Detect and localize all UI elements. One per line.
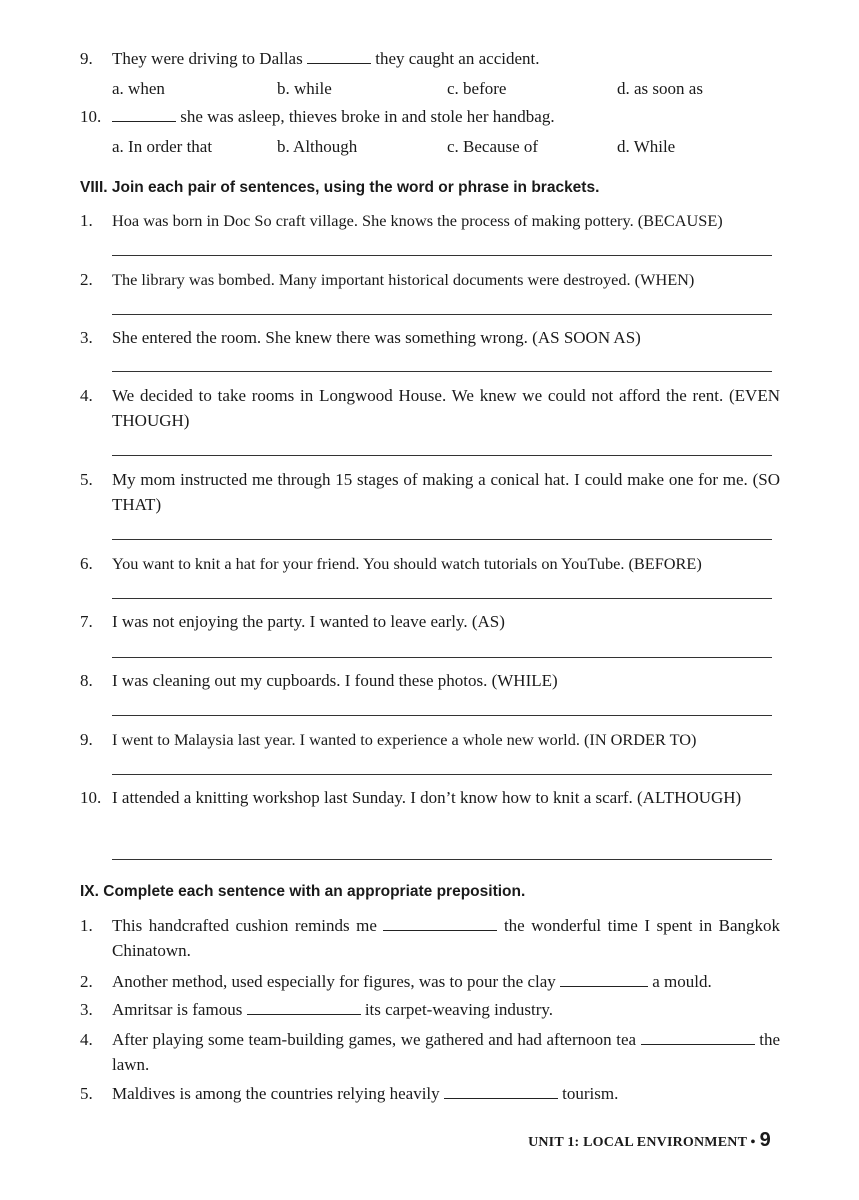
answer-blank[interactable] — [247, 998, 361, 1015]
question-text: She entered the room. She knew there was something wrong. (AS SOON AS) — [112, 328, 641, 347]
question-number: 9. — [80, 49, 93, 68]
question-number: 9. — [80, 730, 93, 749]
option-c[interactable]: c. Because of — [447, 137, 539, 156]
question-text-before: After playing some team-building games, we gathered and had afternoon tea — [112, 1030, 637, 1049]
answer-line[interactable] — [112, 715, 772, 716]
answer-line[interactable] — [112, 314, 772, 315]
prep-question-5 — [80, 1081, 780, 1106]
question-number: 10. — [80, 107, 102, 126]
answer-line[interactable] — [112, 455, 772, 456]
join-question-1 — [80, 208, 780, 233]
unit-title: UNIT 1: LOCAL ENVIRONMENT • — [528, 1135, 756, 1150]
prep-question-1 — [80, 913, 780, 963]
mc-options-9 — [112, 76, 752, 101]
answer-blank[interactable] — [641, 1028, 755, 1045]
page-number: 9 — [759, 1129, 771, 1151]
option-a[interactable]: a. In order that — [112, 137, 213, 156]
page-footer — [528, 1129, 771, 1152]
section-heading-viii: VIII. Join each pair of sentences, using the word or phrase in brackets. — [80, 179, 600, 196]
prep-question-2 — [80, 969, 780, 994]
join-question-5 — [80, 467, 780, 517]
question-text-after: the lawn. — [112, 1030, 781, 1074]
option-b[interactable]: b. Although — [277, 137, 358, 156]
question-text: My mom instructed me through 15 stages of making a conical hat. I could make one for me. (SO THAT) — [112, 470, 780, 514]
question-text-before: Maldives is among the countries relying heavily — [112, 1084, 440, 1103]
question-text-after: tourism. — [562, 1084, 619, 1103]
question-number: 3. — [80, 328, 93, 347]
question-text-before: This handcrafted cushion reminds me — [112, 916, 377, 935]
question-number: 8. — [80, 671, 93, 690]
join-question-10 — [80, 785, 780, 810]
question-number: 2. — [80, 270, 93, 289]
question-number: 5. — [80, 470, 93, 489]
answer-line[interactable] — [112, 255, 772, 256]
section-heading-ix: IX. Complete each sentence with an appropriate preposition. — [80, 883, 526, 900]
question-text: Hoa was born in Doc So craft village. She knows the process of making pottery. (BECAUSE) — [112, 211, 723, 230]
join-question-6 — [80, 551, 780, 576]
answer-blank[interactable] — [383, 914, 497, 931]
join-question-4 — [80, 383, 780, 433]
question-number: 6. — [80, 554, 93, 573]
question-number: 2. — [80, 972, 93, 991]
question-text-before: Amritsar is famous — [112, 1000, 243, 1019]
question-text-after: they caught an accident. — [375, 49, 540, 68]
question-text: You want to knit a hat for your friend. You should watch tutorials on YouTube. (BEFORE) — [112, 554, 702, 573]
answer-line[interactable] — [112, 657, 772, 658]
join-question-8 — [80, 668, 780, 693]
question-text-before: They were driving to Dallas — [112, 49, 303, 68]
question-number: 4. — [80, 1030, 93, 1049]
answer-line[interactable] — [112, 371, 772, 372]
question-text: We decided to take rooms in Longwood House. We knew we could not afford the rent. (EVEN THOUGH) — [112, 386, 780, 430]
question-text: I attended a knitting workshop last Sunday. I don’t know how to knit a scarf. (ALTHOUGH) — [112, 788, 742, 807]
question-text-before: Another method, used especially for figures, was to pour the clay — [112, 972, 556, 991]
prep-question-3 — [80, 997, 780, 1022]
answer-line[interactable] — [112, 598, 772, 599]
answer-blank[interactable] — [307, 47, 371, 64]
question-number: 10. — [80, 788, 102, 807]
join-question-7 — [80, 609, 780, 634]
option-c[interactable]: c. before — [447, 79, 507, 98]
option-b[interactable]: b. while — [277, 79, 332, 98]
join-question-2 — [80, 267, 780, 292]
answer-line[interactable] — [112, 539, 772, 540]
mc-question-9 — [80, 46, 780, 71]
answer-line[interactable] — [112, 859, 772, 860]
question-number: 7. — [80, 612, 93, 631]
option-d[interactable]: d. as soon as — [617, 79, 703, 98]
answer-blank[interactable] — [112, 105, 176, 122]
question-text-after: its carpet-weaving industry. — [364, 1000, 554, 1019]
answer-blank[interactable] — [560, 970, 648, 987]
question-number: 1. — [80, 916, 93, 935]
join-question-3 — [80, 325, 780, 350]
question-number: 4. — [80, 386, 93, 405]
question-number: 1. — [80, 211, 93, 230]
prep-question-4 — [80, 1027, 780, 1077]
question-text: I was not enjoying the party. I wanted to leave early. (AS) — [112, 612, 505, 631]
answer-line[interactable] — [112, 774, 772, 775]
mc-question-10 — [80, 104, 780, 129]
question-text: The library was bombed. Many important historical documents were destroyed. (WHEN) — [112, 270, 695, 289]
question-text-after: the wonderful time I spent in Bangkok Chinatown. — [112, 916, 781, 960]
question-text: I was cleaning out my cupboards. I found these photos. (WHILE) — [112, 671, 558, 690]
question-number: 3. — [80, 1000, 93, 1019]
question-text-after: a mould. — [652, 972, 712, 991]
mc-options-10 — [112, 134, 752, 159]
question-text: I went to Malaysia last year. I wanted to experience a whole new world. (IN ORDER TO) — [112, 730, 697, 749]
option-d[interactable]: d. While — [617, 137, 676, 156]
option-a[interactable]: a. when — [112, 79, 165, 98]
answer-blank[interactable] — [444, 1082, 558, 1099]
question-number: 5. — [80, 1084, 93, 1103]
join-question-9 — [80, 727, 780, 752]
question-text-after: she was asleep, thieves broke in and stole her handbag. — [180, 107, 555, 126]
